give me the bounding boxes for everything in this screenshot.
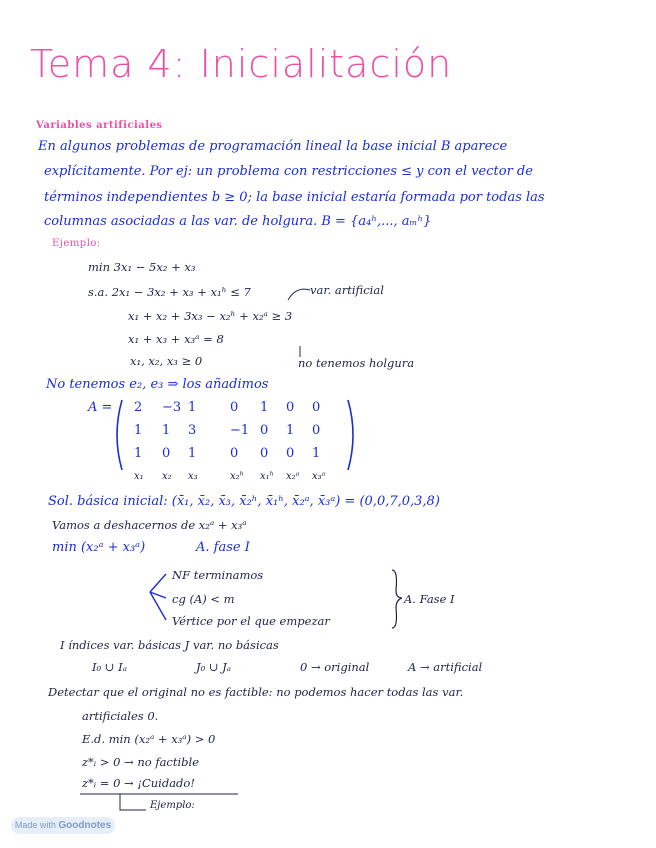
matrix-cell: 1 — [188, 446, 197, 461]
matrix-cell: 1 — [162, 423, 171, 438]
matrix-cell: 0 — [162, 446, 171, 461]
section-heading: Variables artificiales — [36, 120, 163, 131]
jo-union: J₀ ∪ Jₐ — [196, 660, 232, 674]
constraint-3: x₁ + x₃ + x₃ᵃ = 8 — [128, 332, 224, 346]
matrix-left-bracket — [117, 400, 122, 470]
matrix-col-label: x₃ — [188, 471, 198, 482]
matrix-label: A = — [88, 400, 113, 415]
arrow-artificial — [288, 289, 310, 300]
page-title: Tema 4: Inicialitación — [30, 42, 453, 86]
io-union: I₀ ∪ Iₐ — [92, 660, 127, 674]
matrix-col-label: x₂ — [162, 471, 172, 482]
matrix-col-label: x₁ — [134, 471, 144, 482]
matrix-cell: 0 — [260, 423, 269, 438]
constraint-2: x₁ + x₂ + 3x₃ − x₂ʰ + x₂ᵃ ≥ 3 — [128, 309, 293, 323]
badge-brand: Goodnotes — [58, 820, 112, 831]
constraint-4-annotation: no tenemos holgura — [298, 356, 415, 370]
matrix-cell: 1 — [260, 400, 269, 415]
matrix-cell: 1 — [134, 423, 143, 438]
ejemplo-bottom: Ejemplo: — [150, 800, 195, 811]
matrix-cell: 2 — [134, 400, 143, 415]
matrix-col-label: x₂ᵃ — [286, 471, 300, 482]
z-zero-line: z*ᵢ = 0 → ¡Cuidado! — [82, 776, 195, 790]
ed-line: E.d. min (x₂ᵃ + x₃ᵃ) > 0 — [82, 732, 216, 746]
indices-line: I índices var. básicas J var. no básicas — [60, 638, 279, 652]
branch-nf: NF terminamos — [172, 568, 264, 582]
matrix-cell: 0 — [260, 446, 269, 461]
intro-line-1: En algunos problemas de programación lineal la base inicial B aparece — [38, 139, 508, 154]
branch-rank: cg (A) < m — [172, 592, 235, 606]
intro-line-4: columnas asociadas a las var. de holgura. B = {a₄ʰ,..., aₘʰ} — [44, 214, 432, 229]
z-positive-line: z*ᵢ > 0 → no factible — [82, 755, 200, 769]
intro-line-3: términos independientes b ≥ 0; la base inicial estaría formada por todas las — [44, 190, 545, 205]
badge-prefix: Made with — [14, 820, 56, 830]
matrix-cell: 0 — [230, 446, 239, 461]
matrix-right-bracket — [348, 400, 353, 470]
matrix-col-label: x₃ᵃ — [312, 471, 326, 482]
constraint-1: s.a. 2x₁ − 3x₂ + x₃ + x₁ʰ ≤ 7 — [88, 285, 251, 299]
matrix-cell: 0 — [286, 446, 295, 461]
matrix-cell: 3 — [188, 423, 197, 438]
matrix-col-label: x₂ʰ — [230, 471, 244, 482]
constraint-1-annotation: var. artificial — [310, 283, 384, 297]
no-tenemos-line: No tenemos e₂, e₃ ⇒ los añadimos — [46, 377, 269, 392]
matrix-cell: 0 — [230, 400, 239, 415]
artificial-note: A → artificial — [408, 660, 483, 674]
matrix-cell: 1 — [134, 446, 143, 461]
matrix-cell: 1 — [312, 446, 321, 461]
vamos-line: Vamos a deshacernos de x₂ᵃ + x₃ᵃ — [52, 518, 247, 532]
constraint-4: x₁, x₂, x₃ ≥ 0 — [130, 354, 203, 368]
example-label: Ejemplo: — [52, 238, 101, 249]
matrix-cell: 0 — [312, 400, 321, 415]
branch-vertex: Vértice por el que empezar — [172, 614, 330, 628]
problem-objective: min 3x₁ − 5x₂ + x₃ — [88, 260, 196, 274]
min-artificial: min (x₂ᵃ + x₃ᵃ) — [52, 540, 146, 555]
detectar-line-1: Detectar que el original no es factible: no podemos hacer todas las var. — [48, 685, 464, 699]
matrix-cell: −3 — [162, 400, 182, 415]
original-note: 0 → original — [300, 660, 370, 674]
matrix-cell: 0 — [286, 400, 295, 415]
detectar-line-2: artificiales 0. — [82, 709, 159, 723]
matrix-cell: 1 — [286, 423, 295, 438]
intro-line-2: explícitamente. Por ej: un problema con restricciones ≤ y con el vector de — [44, 164, 533, 179]
fase-one-label: A. fase I — [196, 540, 250, 555]
goodnotes-badge — [11, 817, 115, 834]
sol-basica-inicial: Sol. básica inicial: (x̄₁, x̄₂, x̄₃, x̄₂ʰ, x̄₁ʰ, x̄₂ᵃ, x̄₃ᵃ) = (0,0,7,0,3,8) — [48, 494, 440, 509]
fase-right-label: A. Fase I — [404, 592, 455, 606]
matrix-cell: 1 — [188, 400, 197, 415]
fase-brace — [392, 570, 402, 628]
matrix-col-label: x₁ʰ — [260, 471, 274, 482]
matrix-cell: −1 — [230, 423, 250, 438]
matrix-cell: 0 — [312, 423, 321, 438]
